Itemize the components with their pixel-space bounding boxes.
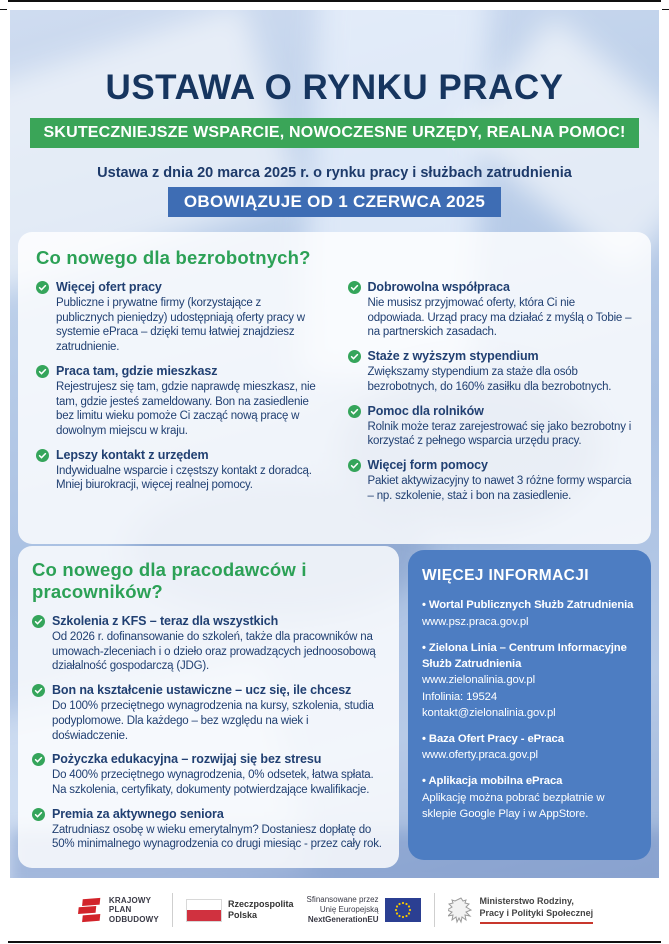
info-entry-email: kontakt@zielonalinia.gov.pl: [422, 706, 556, 719]
info-entry-title: • Wortal Publicznych Służb Zatrudnienia: [422, 599, 634, 611]
benefit-item: [36, 280, 322, 355]
kpo-label-line: ODBUDOWY: [108, 914, 159, 924]
item-title: Szkolenia z KFS – teraz dla wszystkich: [52, 614, 279, 628]
info-entry-title: • Baza Ofert Pracy - ePraca: [422, 732, 564, 745]
item-title: Premia za aktywnego seniora: [52, 806, 224, 821]
info-box: [408, 550, 651, 860]
check-icon: [32, 808, 45, 852]
item-title: Pomoc dla rolników: [367, 403, 484, 418]
ministry-label-line: Pracy i Polityki Społecznej: [479, 907, 594, 918]
item-body: Pakiet aktywizacyjny to nawet 3 różne formy wsparcia – np. szkolenie, staż i bon na zasiedlenie.: [367, 475, 632, 502]
item-body: Zwiększamy stypendium za staże dla osób bezrobotnych, do 160% zasiłku dla bezrobotnych.: [367, 366, 612, 393]
check-icon: [32, 684, 45, 743]
item-title: Praca tam, gdzie mieszkasz: [56, 363, 218, 378]
check-icon: [36, 281, 49, 355]
logo-eu: [306, 895, 420, 925]
item-body: Zatrudniasz osobę w wieku emerytalnym? Dostaniesz dopłatę do 50% minimalnego wynagrodzenia co drugi miesiąc - przez cały rok.: [52, 823, 382, 851]
blue-banner: OBOWIĄZUJE OD 1 CZERWCA 2025: [168, 187, 501, 217]
crop-mark-bottom: [8, 941, 661, 943]
check-icon: [348, 459, 361, 503]
eu-label-line: Unię Europejską: [319, 905, 379, 914]
info-entry-phone: Infolinia: 19524: [422, 690, 498, 703]
poland-flag-icon: [186, 899, 222, 922]
check-icon: [36, 365, 49, 439]
item-title: Dobrowolna współpraca: [367, 280, 510, 294]
footer-logo-strip: [0, 886, 669, 934]
footer-divider: [434, 893, 435, 927]
logo-poland: [186, 899, 294, 922]
info-entry: [422, 641, 637, 721]
check-icon: [348, 350, 361, 394]
item-body: Do 400% przeciętnego wynagrodzenia, 0% odsetek, łatwa spłata. Na szkolenia, certyfikaty, dokumenty potwierdzające kwalifikacje.: [52, 769, 374, 797]
item-title: Bon na kształcenie ustawiczne – ucz się, ile chcesz: [52, 683, 352, 698]
info-entry-text: Aplikację można pobrać bezpłatnie w sklepie Google Play i w AppStore.: [422, 792, 605, 821]
poland-label-line: Rzeczpospolita: [227, 898, 294, 909]
logo-kpo: [76, 896, 159, 925]
info-entry-title: • Zielona Linia – Centrum Informacyjne Służb Zatrudnienia: [422, 641, 627, 670]
crop-tick: [662, 9, 669, 10]
info-box-heading: WIĘCEJ INFORMACJI: [422, 567, 589, 584]
eu-label-line: Sfinansowane przez: [306, 895, 379, 904]
crop-tick: [0, 9, 7, 10]
item-body: Do 100% przeciętnego wynagrodzenia na kursy, szkolenia, studia podyplomowe. Dla każdego – bez względu na wiek i doświadczenie.: [52, 700, 374, 742]
section-heading: Co nowego dla pracodawców i pracowników?: [32, 559, 307, 602]
section-unemployed: [18, 232, 651, 544]
benefit-item: [348, 458, 634, 503]
kpo-label-line: PLAN: [108, 905, 132, 915]
item-body: Indywidualne wsparcie i częstszy kontakt z doradcą. Mniej biurokracji, więcej realnej pomocy.: [56, 464, 312, 492]
eagle-emblem-icon: [448, 896, 474, 924]
check-icon: [348, 405, 361, 449]
eu-label-line: NextGenerationEU: [307, 915, 379, 924]
benefit-item: [348, 349, 634, 394]
info-entry: [422, 774, 637, 822]
crop-mark-top: [8, 0, 661, 2]
item-title: Lepszy kontakt z urzędem: [56, 447, 209, 462]
item-body: Rolnik może teraz zarejestrować się jako bezrobotny i korzystać z pełnego wsparcia urzędu pracy.: [367, 420, 632, 448]
page-title: USTAWA O RYNKU PRACY: [105, 68, 564, 107]
info-entry-title: • Aplikacja mobilna ePraca: [422, 775, 563, 788]
benefit-item: [348, 280, 634, 340]
item-title: Więcej ofert pracy: [56, 280, 162, 294]
poland-label-line: Polska: [227, 910, 257, 920]
item-body: Nie musisz przyjmować oferty, która Ci nie odpowiada. Urząd pracy ma działać z myślą o Tobie – na partnerskich zasadach.: [367, 297, 632, 339]
footer-divider: [172, 893, 173, 927]
section-employers: [18, 546, 399, 868]
item-body: Od 2026 r. dofinansowanie do szkoleń, także dla pracowników na umowach-zleceniach i o dzieło oraz prowadzących jednoosobową działalność gospodarczą (JDG).: [52, 631, 376, 673]
poster-background-photo: [10, 10, 659, 878]
check-icon: [348, 281, 361, 340]
check-icon: [36, 449, 49, 493]
info-entry-url: www.psz.praca.gov.pl: [422, 615, 529, 628]
ministry-underline: [480, 922, 594, 924]
kpo-label-line: KRAJOWY: [108, 895, 152, 905]
benefit-item: [348, 404, 634, 449]
info-entry: [422, 598, 637, 630]
benefit-item: [32, 683, 385, 743]
logo-ministry: [448, 896, 594, 924]
item-body: Publiczne i prywatne firmy (korzystające z publicznych pieniędzy) udostępniają oferty pracy w systemie ePraca – dzięki temu łatwiej znajdziesz zatrudnienie.: [56, 297, 305, 354]
check-icon: [32, 753, 45, 797]
eu-flag-icon: [385, 898, 421, 922]
benefit-item: [36, 448, 322, 493]
kpo-blocks-icon: [76, 897, 103, 923]
benefit-item: [36, 364, 322, 439]
ministry-label-line: Ministerstwo Rodziny,: [479, 896, 574, 907]
benefit-item: [32, 807, 385, 852]
item-title: Więcej form pomocy: [367, 458, 488, 473]
item-title: Pożyczka edukacyjna – rozwijaj się bez stresu: [52, 752, 322, 767]
benefit-item: [32, 614, 385, 674]
item-title: Staże z wyższym stypendium: [367, 349, 539, 364]
green-banner: SKUTECZNIEJSZE WSPARCIE, NOWOCZESNE URZĘDY, REALNA POMOC!: [30, 118, 638, 148]
info-entry: [422, 732, 637, 764]
subtitle: Ustawa z dnia 20 marca 2025 r. o rynku pracy i służbach zatrudnienia: [97, 165, 572, 181]
info-entry-url: www.zielonalinia.gov.pl: [422, 674, 536, 687]
benefit-item: [32, 752, 385, 797]
info-entry-url: www.oferty.praca.gov.pl: [422, 749, 538, 762]
check-icon: [32, 615, 45, 674]
section-heading: Co nowego dla bezrobotnych?: [36, 247, 311, 268]
item-body: Rejestrujesz się tam, gdzie naprawdę mieszkasz, nie tam, gdzie jesteś zameldowany. Bon na zasiedlenie bez limitu wieku pomoże Ci zacząć nową pracę w dowolnym miejscu w kraju.: [56, 380, 316, 438]
